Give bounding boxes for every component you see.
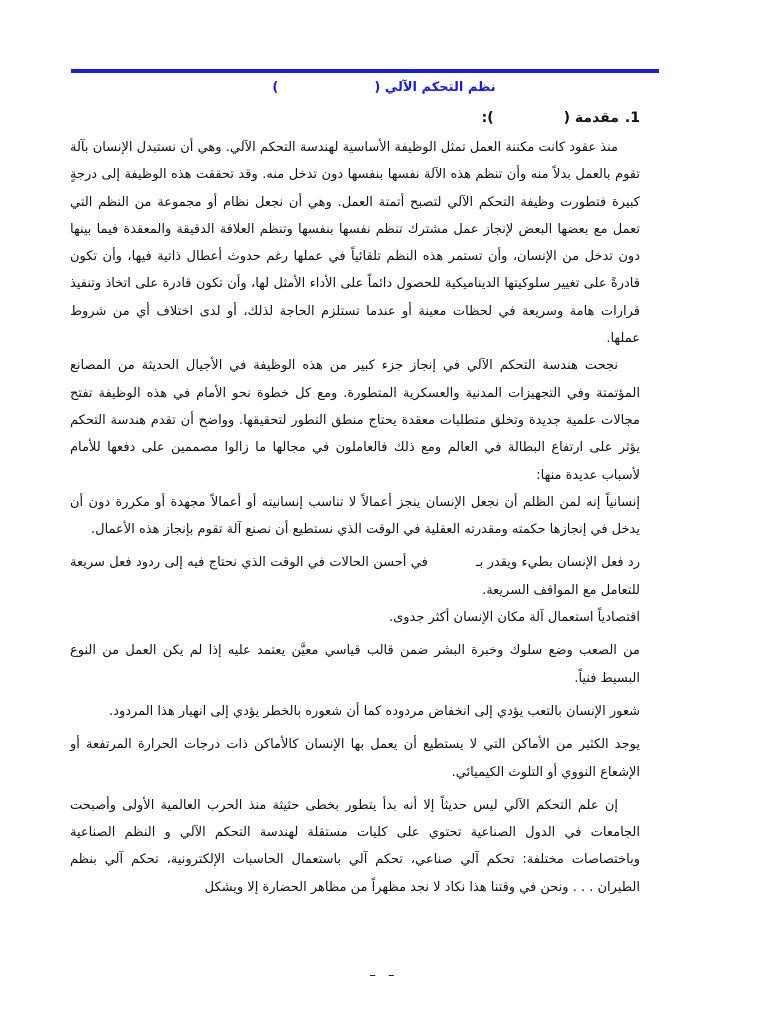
paragraph: منذ عقود كانت مكننة العمل تمثل الوظيفة الأساسية لهندسة التحكم الآلي. وهي أن نستبدل الإنسان بآلة تقوم بالعمل بدلاً منه وأن تنظم هذه الآلة نفسها بنفسها دون تدخل منه. وقد تحققت هذه الوظيفة إلى درجةٍ كبيرة فتطورت وظيفة التحكم الآلي لتصبح أتمتة العمل. وهي أن نجعل نظام أو مجموعة من النظم التي تعمل مع بعضها البعض لإنجاز عمل مشترك تنظم نفسها بنفسها وتنظم العلاقة الدقيقة والمعقدة فيما بينها دون تدخل من الإنسان، وأن تستمر هذه النظم تلقائياً في عملها رغم حدوث أعطال ذاتية فيها، وأن تكون قادرةً على تغيير سلوكيتها الديناميكية للحصول دائماً على الأداء الأمثل لها، وأن تكون قادرة على اتخاذ وتنفيذ قرارات هامة وسريعة في لحظات معينة أو عندما تستلزم الحاجة لذلك، أو لدى اختلاف أي من شروط عملها. [70, 140, 640, 347]
section-number: 1. [624, 110, 640, 126]
paragraph: شعور الإنسان بالتعب يؤدي إلى انخفاض مردوده كما أن شعوره بالخطر يؤدي إلى انهيار هذا المردود. [109, 703, 640, 719]
paragraph: من الصعب وضع سلوك وخبرة البشر ضمن قالب قياسي معيَّن يعتمد عليه إذا لم يكن العمل من النوع البسيط فنياً. [70, 643, 640, 686]
document-title-suffix: ) [272, 80, 279, 95]
document-title [0, 80, 768, 95]
top-rule [71, 69, 659, 73]
document-body [70, 104, 640, 901]
section-heading-prefix: مقدمة ( [563, 110, 619, 126]
paragraph: إنسانياً إنه لمن الظلم أن نجعل الإنسان ينجز أعمالاً لا تناسب إنسانيته أو أعمالاً مجهدة أو مكررة دون أن يدخل في إنجازها حكمته ومقدرته العقلية في الوقت الذي نستطيع أن نصنع آلة تقوم بإنجاز هذه الأعمال. [70, 494, 640, 538]
section-heading [70, 104, 640, 132]
paragraph: نجحت هندسة التحكم الآلي في إنجاز جزء كبير من هذه الوظيفة في الأجيال الحديثة من المصانع المؤتمتة وفي التجهيزات المدنية والعسكرية المتطورة. ومع كل خطوة نحو الأمام في هذه الوظيفة تفتح مجالات علمية جديدة وتخلق متطلبات معقدة يحتاج منطق التطور لتحقيقها. وواضح أن تقدم هندسة التحكم يؤثر على ارتفاع البطالة في العالم ومع ذلك فالعاملون في مجالها ما زالوا مصممين على دفعها للأمام لأسباب عديدة منها: [70, 358, 640, 483]
section-heading-suffix: ): [481, 110, 494, 126]
paragraph: إن علم التحكم الآلي ليس حديثاً إلا أنه بدأ يتطور بخطى حثيثة منذ الحرب العالمية الأولى وأصبحت الجامعات في الدول الصناعية تحتوي على كليات مستقلة لهندسة التحكم الآلي و النظم الصناعية وباختصاصات مختلفة: تحكم آلي صناعي، تحكم آلي باستعمال الحاسبات الإلكترونية، تحكم آلي بنظم الطيران . . . ونحن في وقتنا هذا نكاد لا نجد مظهراً من مظاهر الحضارة إلا ويشكل [70, 797, 640, 895]
paragraph [70, 549, 640, 604]
page-number: – – [369, 968, 399, 983]
document-title-prefix: نظم التحكم الآلي ( [374, 80, 496, 95]
paragraph-part: في أحسن الحالات في الوقت الذي نحتاج فيه إلى ردود فعل سريعة للتعامل مع المواقف السريعة. [70, 555, 640, 598]
paragraph: يوجد الكثير من الأماكن التي لا يستطيع أن يعمل بها الإنسان كالأماكن ذات درجات الحرارة المرتفعة أو الإشعاع النووي أو التلوث الكيميائي. [70, 737, 640, 780]
paragraph-part: رد فعل الإنسان بطيء ويقدر بـ [475, 555, 640, 571]
paragraph: اقتصادياً استعمال آلة مكان الإنسان أكثر جدوى. [388, 610, 640, 626]
